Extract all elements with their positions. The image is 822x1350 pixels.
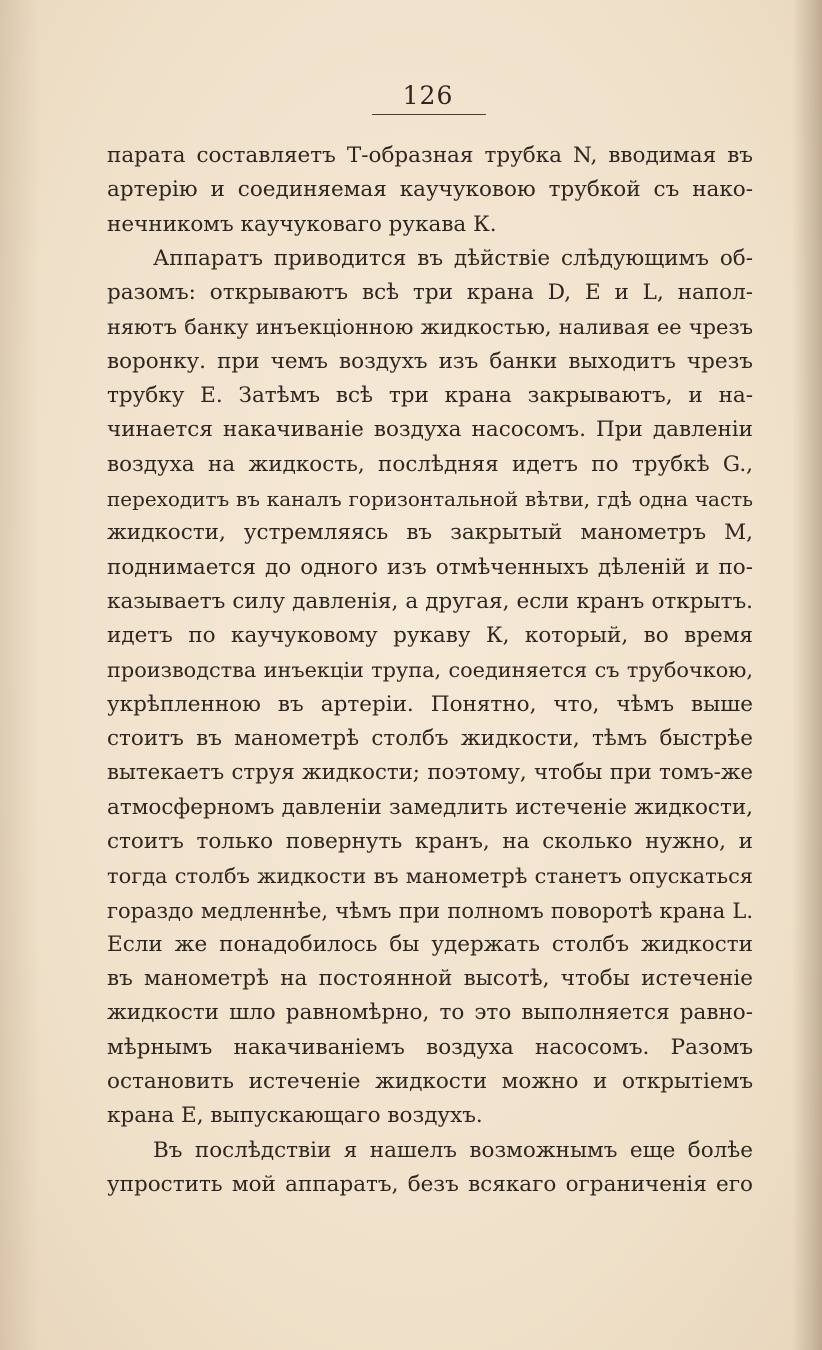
text-line: трубку Е. Затѣмъ всѣ три крана закрываютъ, и на- [107,383,753,409]
text-line: стоитъ только повернуть кранъ, на сколько нужно, и [107,828,753,854]
text-line: остановить истеченіе жидкости можно и открытіемъ [107,1069,753,1095]
text-line: нечникомъ каучуковаго рукава К. [107,211,497,237]
text-line: няютъ банку инъекціонною жидкостью, наливая ее чрезъ [107,315,753,340]
text-line: атмосферномъ давленіи замедлить истеченіе жидкости, [107,794,753,820]
text-line: мѣрнымъ накачиваніемъ воздуха насосомъ. Разомъ [107,1034,753,1060]
text-line: артерію и соединяемая каучуковою трубкой съ нако- [107,177,753,203]
header-rule [372,114,486,115]
text-line: производства инъекціи трупа, соединяется съ трубочкою, [107,658,753,683]
text-line: въ манометрѣ на постоянной высотѣ, чтобы истеченіе [107,966,753,992]
text-line: парата составляетъ Т-образная трубка N, вводимая въ [107,143,753,168]
text-line: чинается накачиваніе воздуха насосомъ. При давленіи [107,417,753,443]
text-line: воронку. при чемъ воздухъ изъ банки выходитъ чрезъ [107,348,753,374]
text-line: вытекаетъ струя жидкости; поэтому, чтобы при томъ-же [107,760,753,786]
text-line: укрѣпленною въ артеріи. Понятно, что, чѣмъ выше [107,691,753,717]
body-text [107,139,753,1202]
text-line: разомъ: открываютъ всѣ три крана D, E и L, напол- [107,280,753,306]
text-line: идетъ по каучуковому рукаву К, который, во время [107,623,753,649]
text-line: поднимается до одного изъ отмѣченныхъ дѣленій и по- [107,554,753,580]
text-line: крана Е, выпускающаго воздухъ. [107,1103,483,1129]
text-line: воздуха на жидкость, послѣдняя идетъ по трубкѣ G., [107,451,753,477]
text-line: жидкости, устремляясь въ закрытый манометръ М, [107,520,753,546]
text-line: Если же понадобилось бы удержать столбъ жидкости [107,931,753,957]
text-line: гораздо медленнѣе, чѣмъ при полномъ поворотѣ крана L. [107,897,753,923]
text-line: стоитъ въ манометрѣ столбъ жидкости, тѣмъ быстрѣе [107,726,753,752]
page-number: 126 [402,81,454,110]
text-line: упростить мой аппаратъ, безъ всякаго ограниченія его [107,1171,753,1197]
text-line: Аппаратъ приводится въ дѣйствіе слѣдующимъ об- [153,245,753,271]
text-line: Въ послѣдствіи я нашелъ возможнымъ еще болѣе [153,1137,753,1163]
text-line: переходитъ въ каналъ горизонтальной вѣтви, гдѣ одна часть [107,486,753,511]
text-line: казываетъ силу давленія, а другая, если кранъ открытъ. [107,588,753,614]
text-line: жидкости шло равномѣрно, то это выполняется равно- [107,1000,753,1026]
text-line: тогда столбъ жидкости въ манометрѣ станетъ опускаться [107,864,753,889]
